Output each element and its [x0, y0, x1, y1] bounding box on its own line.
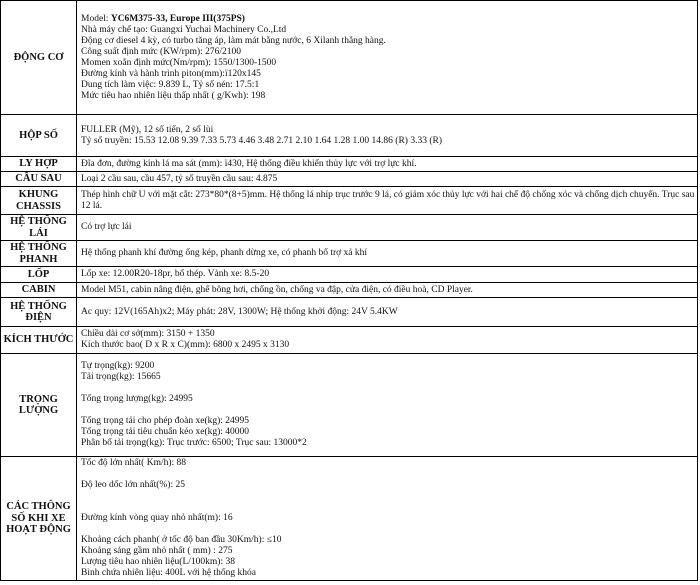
detail-line: Momen xoắn định mức(Nm/rpm): 1550/1300-1500: [81, 57, 277, 68]
section-steering: [1, 215, 698, 241]
detail-line: Kích thước bao( D x R x C)(mm): 6800 x 2495 x 3130: [81, 340, 290, 350]
detail-line: Mức tiêu hao nhiên liệu thấp nhất ( g/Kwh): 198: [81, 90, 266, 101]
section-title: LỐP: [1, 267, 77, 283]
detail-line: Đĩa đơn, đường kính lá ma sát (mm): ï430, Hệ thống điều khiển thủy lực với trợ lực khí.: [81, 158, 417, 169]
detail-line: Tự trọng(kg): 9200: [81, 361, 155, 371]
section-title: TRỌNG LƯỢNG: [1, 354, 77, 457]
section-brakes: [1, 241, 698, 267]
detail-line: Hệ thống phanh khí đường ống kép, phanh dừng xe, có phanh bổ trợ xả khí: [81, 248, 368, 258]
section-title: ĐỘNG CƠ: [1, 1, 77, 115]
section-tires: [1, 267, 698, 283]
section-details: [77, 172, 698, 187]
engine-model-value: YC6M375-33, Europe III(375PS): [110, 13, 245, 24]
section-details: [77, 327, 698, 354]
section-chassis: [1, 187, 698, 215]
section-title: CÁC THÔNG SỐ KHI XE HOẠT ĐỘNG: [1, 457, 77, 581]
section-details: [77, 457, 698, 581]
detail-line: [81, 469, 697, 480]
detail-line: Động cơ diesel 4 kỳ, có turbo tăng áp, làm mát bằng nước, 6 Xilanh thẳng hàng.: [81, 35, 386, 46]
section-engine: [1, 1, 698, 115]
detail-line: [81, 502, 697, 513]
section-title: HỘP SỐ: [1, 115, 77, 157]
detail-line: Chiều dài cơ sở(mm): 3150 + 1350: [81, 329, 215, 339]
detail-line: Lượng tiêu hao nhiên liệu(L/100km): 38: [81, 557, 235, 567]
section-details: [77, 215, 698, 241]
detail-line: Phân bổ tải trọng(kg): Trục trước: 6500; Trục sau: 13000*2: [81, 438, 307, 448]
section-details: [77, 267, 698, 283]
section-electrical: [1, 298, 698, 327]
detail-line: Tổng trọng lượng(kg): 24995: [81, 394, 193, 404]
detail-line: Bình chứa nhiên liệu: 400L với hệ thống khóa: [81, 568, 256, 578]
section-details: [77, 1, 698, 115]
section-details: [77, 157, 698, 172]
section-title: LY HỢP: [1, 157, 77, 172]
detail-line: Loại 2 cầu sau, cầu 457, tỷ số truyền cầu sau: 4.875: [81, 173, 278, 184]
section-title: HỆ THỐNG PHANH: [1, 241, 77, 267]
detail-line: [81, 491, 697, 502]
detail-line: [81, 524, 697, 535]
detail-line: Công suất định mức (KW/rpm): 276/2100: [81, 46, 242, 57]
section-title: CABIN: [1, 283, 77, 298]
section-details: [77, 354, 698, 457]
section-details: [77, 187, 698, 215]
detail-line: Tỷ số truyền: 15.53 12.08 9.39 7.33 5.73 4.46 3.48 2.71 2.10 1.64 1.28 1.00 14.86 (R) 3.33 (R): [81, 135, 442, 146]
section-title: KÍCH THƯỚC: [1, 327, 77, 354]
detail-line: Thép hình chữ U với mặt cắt: 273*80*(8+5)mm. Hệ thống lá nhíp trục trước 9 lá, có giảm xóc thủy lực với hai chế độ chống xóc và chống dịch chuyển. Trục sau 12 lá.: [81, 189, 695, 211]
detail-line: Lốp xe: 12.00R20-18pr, bố thép. Vành xe: 8.5-20: [81, 269, 270, 279]
detail-line: Nhà máy chế tạo: Guangxi Yuchai Machinery Co.,Ltd: [81, 24, 287, 35]
section-title: HỆ THỐNG LÁI: [1, 215, 77, 241]
detail-line: [81, 383, 697, 394]
section-dimensions: [1, 327, 698, 354]
detail-line: Đường kính vòng quay nhỏ nhất(m): 16: [81, 513, 233, 523]
detail-line: Khoảng cách phanh( ở tốc độ ban đầu 30Km/h): ≤10: [81, 535, 282, 545]
detail-line: Model: YC6M375-33, Europe III(375PS): [81, 13, 245, 24]
detail-line: Đường kính và hành trình piton(mm):ï120x145: [81, 68, 261, 79]
section-title: HỆ THỐNG ĐIỆN: [1, 298, 77, 327]
detail-line: Tải trọng(kg): 15665: [81, 372, 161, 382]
section-title: KHUNG CHASSIS: [1, 187, 77, 215]
detail-line: Tổng trọng tải tiêu chuẩn kéo xe(kg): 40000: [81, 427, 250, 437]
section-details: [77, 298, 698, 327]
section-details: [77, 283, 698, 298]
section-details: [77, 241, 698, 267]
section-weight: [1, 354, 698, 457]
detail-line: Độ leo dốc lớn nhất(%): 25: [81, 480, 185, 490]
section-rear-axle: [1, 172, 698, 187]
detail-line: Ắc quy: 12V(165Ah)x2; Máy phát: 28V, 1300W; Hệ thống khởi động: 24V 5.4KW: [81, 306, 398, 317]
detail-line: Có trợ lực lái: [81, 222, 132, 232]
detail-line: FULLER (Mỹ), 12 số tiến, 2 số lùi: [81, 124, 214, 135]
detail-line: Tổng trọng tải cho phép đoàn xe(kg): 24995: [81, 416, 250, 426]
detail-line: Dung tích làm việc: 9.839 L, Tỷ số nén: 17.5:1: [81, 79, 260, 90]
section-cabin: [1, 283, 698, 298]
section-title: CẦU SAU: [1, 172, 77, 187]
section-gearbox: [1, 115, 698, 157]
section-details: [77, 115, 698, 157]
detail-line: [81, 405, 697, 416]
section-clutch: [1, 157, 698, 172]
detail-line: Khoảng sáng gầm nhỏ nhất ( mm) : 275: [81, 546, 233, 556]
detail-line: Tốc độ lớn nhất( Km/h): 88: [81, 458, 187, 468]
section-operating-parameters: [1, 457, 698, 581]
detail-line: Model M51, cabin nâng điện, ghế bông hơi, chống ồn, chống va đập, cửa điện, có điều hoà, CD Player.: [81, 284, 473, 295]
